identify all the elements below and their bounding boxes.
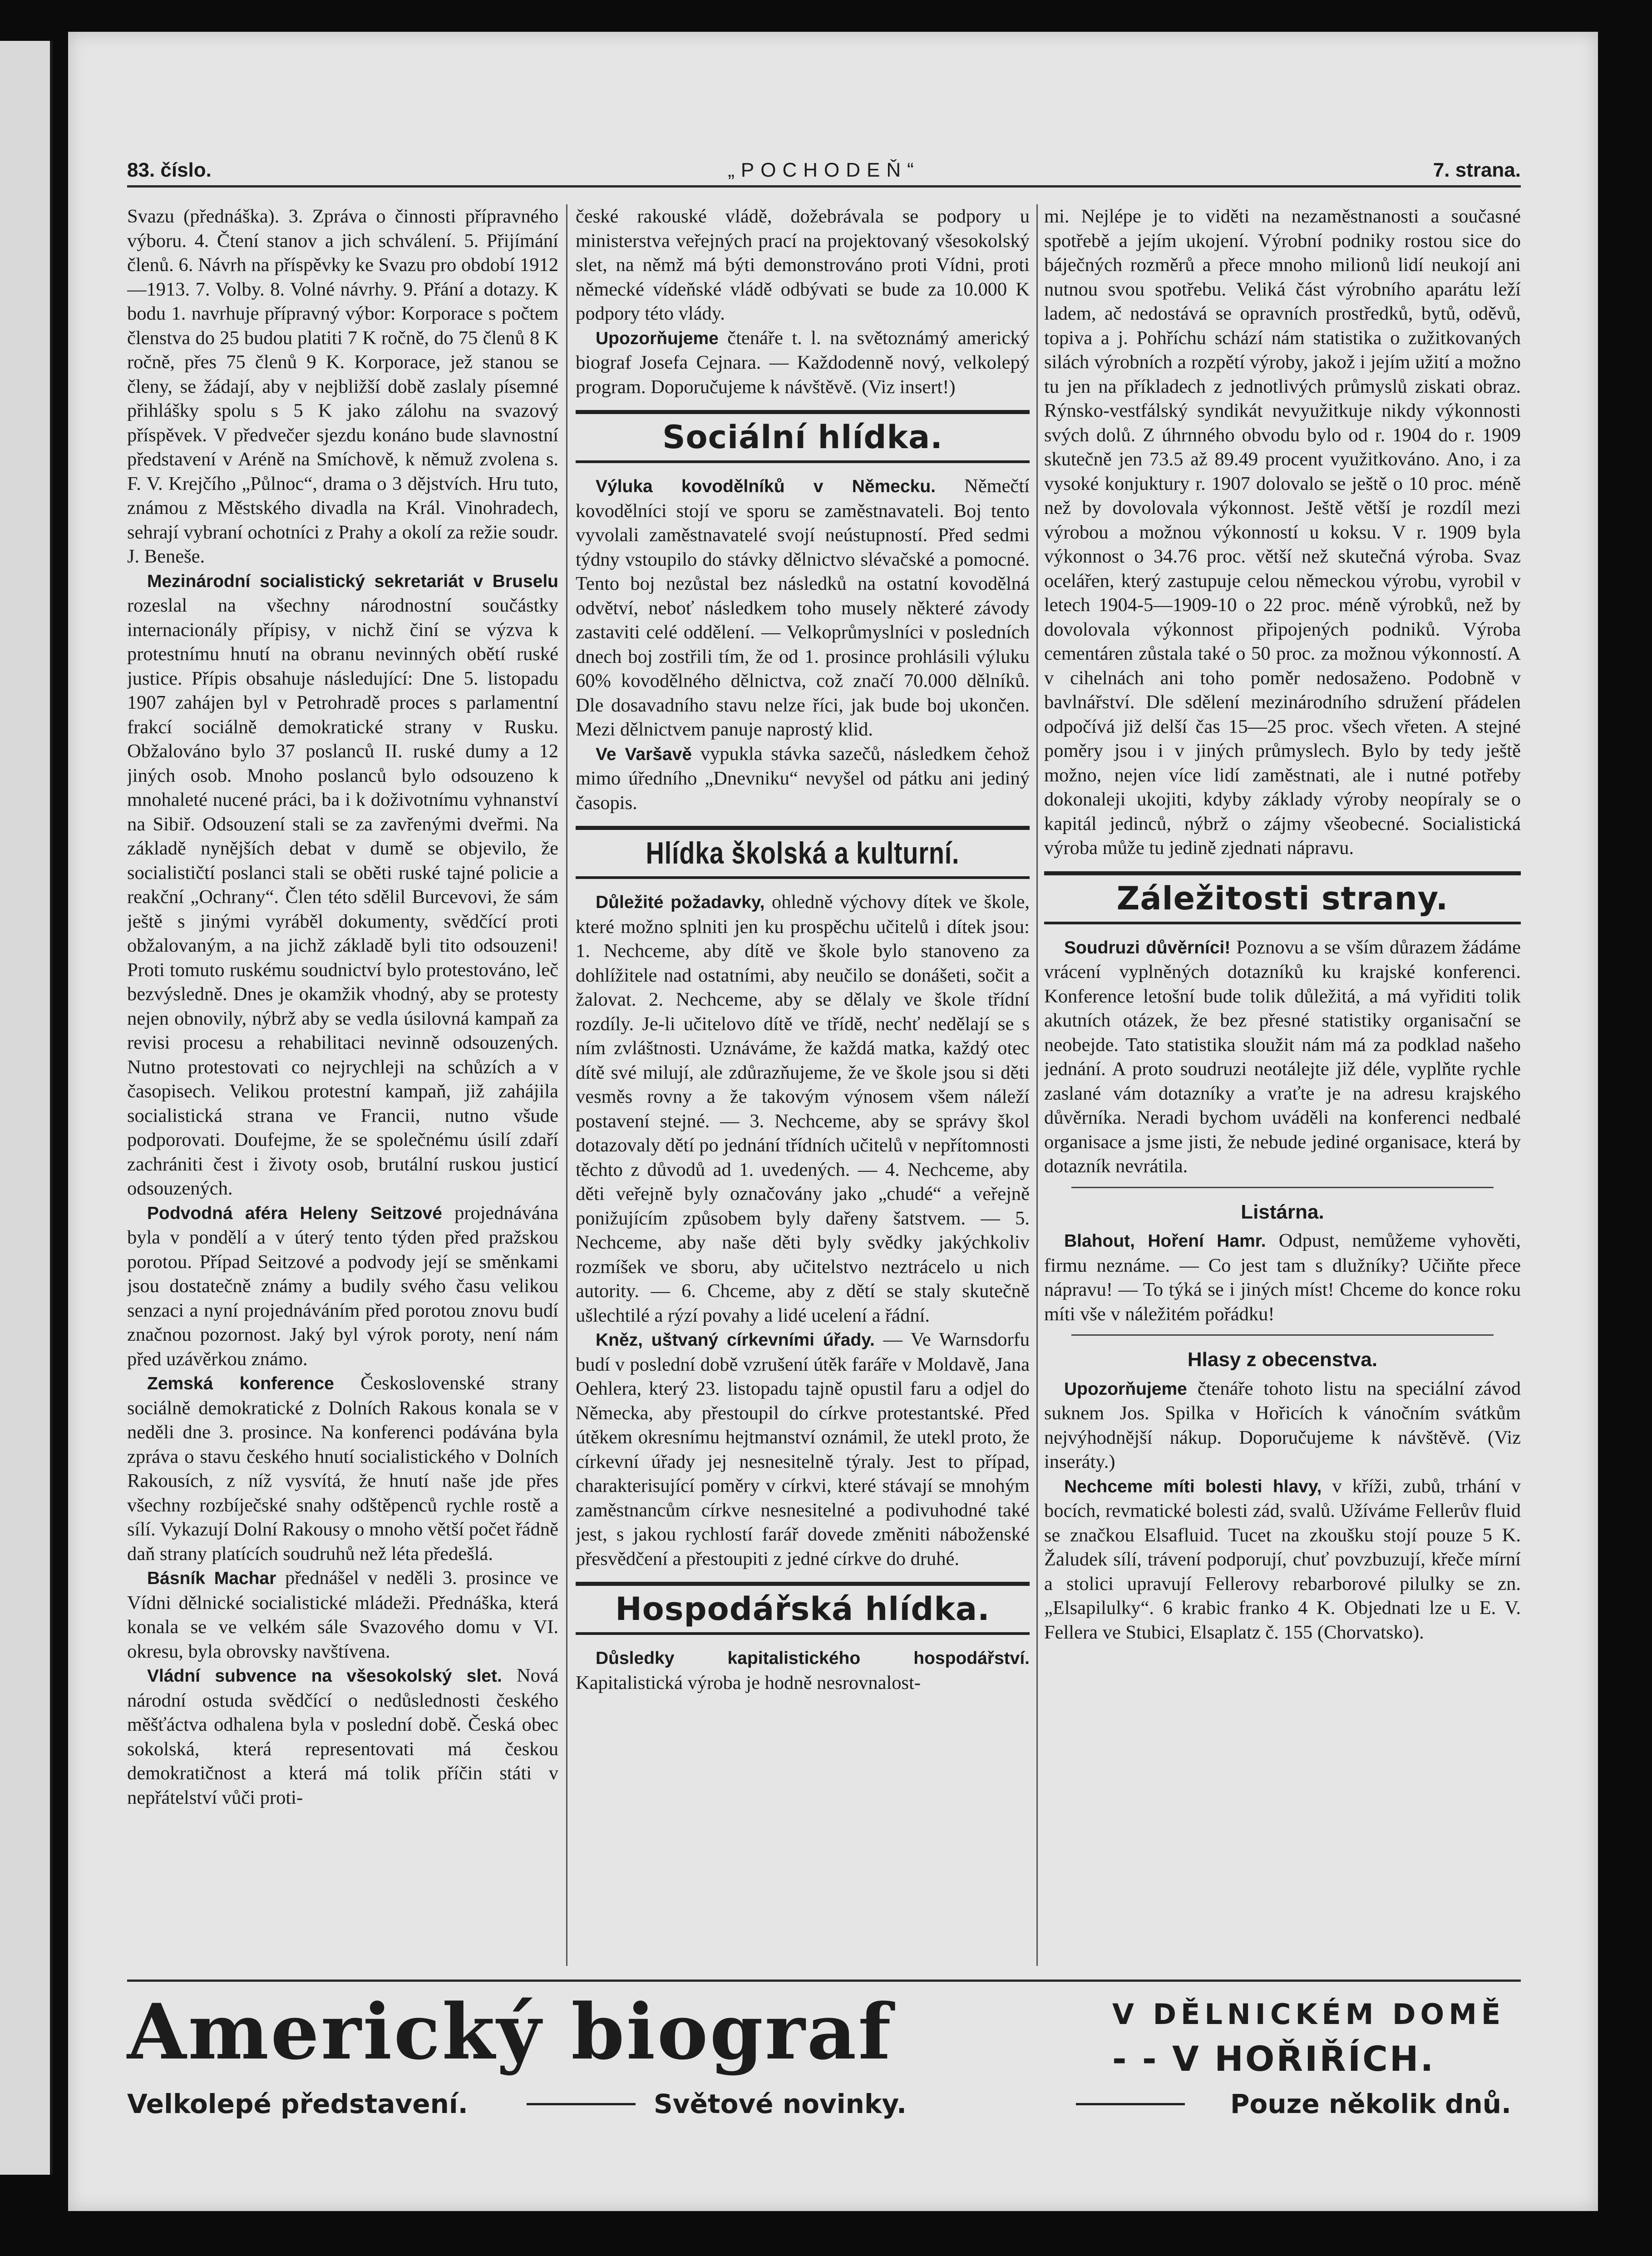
subsection-title: Listárna. [1241, 1200, 1324, 1223]
section-heading-box [576, 826, 1030, 879]
article-heading: Výluka kovodělníků v Německu. [596, 477, 936, 496]
article [1044, 935, 1521, 1179]
article-text: Svazu (přednáška). 3. Zpráva o činnosti přípravného výboru. 4. Čtení stanov a jich schválení. 5. Přijímání členů. 6. Návrh na příspěvky ke Svazu pro období 1912—1913. 7. Volby. 8. Volné návrhy. 9. Přání a dotazy. K bodu 1. navrhuje přípravný výbor: Korporace s počtem členstva do 25 budou platiti 7 K ročně, do 75 členů 8 K ročně, přes 75 členů 9 K. Korporace, jež stanou se členy, se žádají, aby v nejbližší době zaslaly písemné přihlášky spolu s 5 K jako zálohu na svazový příspěvek. V předvečer sjezdu konáno bude slavnostní představení v Aréně na Smíchově, k němuž zvolena s. F. V. Krejčího „Půlnoc“, drama o 3 dějstvích. Hru tuto, známou z Městského divadla na Král. Vinohradech, sehrají vybraní ochotníci z Prahy a okolí za režie soudr. J. Beneše. [127, 206, 558, 567]
ad-venue: V DĚLNICKÉM DOMĚ [1112, 1998, 1505, 2031]
article [576, 1328, 1030, 1571]
article [127, 569, 558, 1201]
scan-left-edge [0, 41, 53, 2175]
ad-subtitle: Světové novinky. [654, 2088, 907, 2119]
ad-note: Pouze několik dnů. [1230, 2088, 1512, 2119]
divider [1071, 1334, 1494, 1336]
article-text: ohledně výchovy dítek ve škole, které možno splniti jen ku prospěchu učitelů i dítek jsou: 1. Nechceme, aby dítě ve škole bylo stanoveno za dohlížitele nad ostatními, aby neučilo se donášeti, sočit a žalovat. 2. Nechceme, aby se dělaly ve škole třídní rozdíly. Je-li učitelovo dítě ve třídě, nechť nedělají se s ním zvláštnosti. Uznáváme, že každá matka, každý otec dítě své milují, ale zdůrazňujeme, že ve škole jsou si děti vesměs rovny a že takovým výnosem všem náleží postavení stejné. — 3. Nechceme, aby se správy škol dotazovaly dětí po jednání třídních učitelů v nepřítomnosti těchto z důvodů ad 1. uvedených. — 4. Nechceme, aby děti veřejně byly označovány jako „chudé“ a veřejně ponižujícím způsobem byly dařeny šatstvem. — 5. Nechceme, aby naše děti byly svědky jakýchkoliv rozmíšek ve sboru, aby učitelstvo neztrácelo u nich autority. — 6. Chceme, aby z dětí se staly skutečně ušlechtilé a rýzí povahy a lidé ucelení a řádní. [576, 891, 1030, 1326]
article-text: Němečtí kovodělníci stojí ve sporu se zaměstnavateli. Boj tento vyvolali zaměstnavatelé svojí neústupností. Před sedmi týdny vstoupilo do stávky dělnictvo slévačské a pomocné. Tento boj nezůstal bez následků na ostatní kovodělná odvětví, neboť následkem toho musely některé závody zastaviti celé oddělení. — Velkoprůmyslníci v posledních dnech boj zostřili tím, že od 1. prosince prohlásili výluku 60% kovodělného dělnictva, což značí 70.000 dělníků. Dle dosavadního stavu nelze říci, jak bude boj ukončen. Mezi dělnictvem panuje naprostý klid. [576, 475, 1030, 740]
article-text: Nová národní ostuda svědčící o nedůslednosti českého měšťáctva odhalena byla v poslední době. Česká obec sokolská, která representovati má českou demokratičnost a která má tolik příčin státi v nepřátelství vůči proti- [127, 1665, 558, 1808]
column-3 [1044, 204, 1521, 1970]
article-heading: Nechceme míti bolesti hlavy, [1064, 1476, 1322, 1496]
article-text: české rakouské vládě, dožebrávala se podpory u ministerstva veřejných prací na projektovaný všesokolský slet, na němž má býti demonstrováno proti Vídni, proti německé vídeňské vládě odbývati se bude za 10.000 K podpory této vlády. [576, 206, 1030, 324]
ad-subtitle: Velkolepé představení. [127, 2088, 468, 2119]
ad-dash [527, 2103, 636, 2105]
masthead: „POCHODEŇ“ [728, 159, 920, 181]
article-text: čtenáře tohoto listu na speciální závod suknem Jos. Spilka v Hořicích k vánočním svátkům nejvýhodnější nákup. Doporučujeme k návštěvě. (Viz inseráty.) [1044, 1377, 1521, 1472]
ad-dash [1076, 2103, 1185, 2105]
article-heading: Soudruzi důvěrníci! [1064, 938, 1231, 958]
ad-town: - - V HOŘIŘÍCH. [1112, 2039, 1435, 2079]
divider [1071, 1187, 1494, 1188]
article [576, 474, 1030, 742]
article-text: Odpust, nemůžeme vyhověti, firmu neznáme. — Co jest tam s dlužníky? Učiňte přece nápravu! — To týká se i jiných míst! Chceme do konce roku míti vše v náležitém pořádku! [1044, 1230, 1521, 1325]
article-heading: Zemská konference [147, 1374, 334, 1393]
newspaper-page [68, 32, 1598, 2211]
subsection-title: Hlasy z obecenstva. [1187, 1348, 1378, 1371]
article [576, 742, 1030, 815]
article-heading: Básník Machar [147, 1569, 276, 1588]
article [127, 1566, 558, 1664]
article-heading: Ve Varšavě [596, 744, 692, 764]
article-heading: Upozorňujeme [596, 328, 719, 348]
article [576, 890, 1030, 1328]
section-title: Záležitosti strany. [1116, 879, 1449, 917]
section-title: Sociální hlídka. [662, 419, 943, 456]
article [1044, 1474, 1521, 1645]
article-heading: Důležité požadavky, [596, 893, 765, 912]
article-heading: Mezinárodní socialistický sekretariát v Bruselu [147, 571, 558, 591]
article-heading: Blahout, Hoření Hamr. [1064, 1231, 1266, 1251]
page-number: 7. strana. [1433, 159, 1521, 181]
section-heading-box [576, 410, 1030, 463]
article-heading: Vládní subvence na všesokolský slet. [147, 1666, 502, 1686]
article [1044, 1377, 1521, 1474]
section-heading-box [1044, 871, 1521, 924]
article-text: — Ve Warnsdorfu budí v poslední době vzrušení útěk faráře v Moldavě, Jana Oehlera, který 23. listopadu tajně opustil faru a odjel do Německa, aby přestoupil do církve protestantské. Před útěkem okresnímu hejtmanství oznámil, že utekl proto, že církevní úřady jej nesnesitelně týraly. Jest to případ, charakterisující poměry v církvi, které stávají se mnohým zaměstnancům církve nesnesitelné a podivuhodné také jest, s jakou rychlostí farář dovede změniti náboženské přesvědčení a přestoupiti z jedné církve do druhé. [576, 1329, 1030, 1570]
article-heading: Upozorňujeme [1064, 1379, 1187, 1399]
article [576, 326, 1030, 400]
article-heading: Důsledky kapitalistického hospodářství. [596, 1649, 1030, 1668]
section-title: Hospodářská hlídka. [615, 1590, 990, 1628]
section-title: Hlídka školská a kulturní. [646, 836, 960, 870]
header-rule [127, 185, 1521, 188]
column-divider [1036, 204, 1038, 1966]
article-text: v kříži, zubů, trhání v bocích, revmatické bolesti zád, svalů. Užíváme Fellerův fluid se značkou Elsafluid. Tucet na zkoušku stojí pouze 5 K. Žaludek sílí, trávení podporují, chuť povzbuzují, křeče mírní a stolici upravují Fellerovy rebarborové pilulky se zn. „Elsapilulky“. 6 krabic franko 4 K. Objednati lze u E. V. Fellera ve Stubici, Elsaplatz č. 155 (Chorvatsko). [1044, 1475, 1521, 1643]
article-text: Poznovu a se vším důrazem žádáme vrácení vyplněných dotazníků ku krajské konferenci. Konference letošní bude tolik důležitá, a má vyřiditi tolik akutních otázek, že bez přesné statistiky organisační se neobejde. Tato statistika sloužit nám má za podklad našeho jednání. A proto soudruzi neotálejte již déle, vyplňte rychle zaslané vám dotazníky a vraťte je na adresu krajského důvěrníka. Neradi bychom uváděli na konferenci nedbalé organisace a jsme jisti, že nebude jediné organisace, která by dotazník nevrátila. [1044, 936, 1521, 1177]
article [127, 1201, 558, 1372]
article-text: Československé strany sociálně demokratické z Dolních Rakous konala se v neděli dne 3. prosince. Na konferenci podávána byla zpráva o stavu českého hnutí socialistického v Dolních Rakousích, z níž vysvítá, že hnutí naše jde přes všechny rozbíječské snahy odštěpenců rychle rostě a sílí. Vykazují Dolní Rakousy o mnoho větší počet řádně daň strany platících soudruhů než léta předešlá. [127, 1372, 558, 1565]
article [1044, 1229, 1521, 1326]
article-heading: Podvodná aféra Heleny Seitzové [147, 1203, 442, 1223]
article [127, 1371, 558, 1566]
article-heading: Kněz, uštvaný církevními úřady. [596, 1330, 875, 1350]
article [576, 1646, 1030, 1695]
ad-title: Americký biograf [127, 1987, 893, 2077]
page-header [127, 159, 1521, 186]
section-heading-box [576, 1582, 1030, 1635]
column-divider [566, 204, 567, 1966]
issue-number: 83. číslo. [127, 159, 212, 181]
article-text: Kapitalistická výroba je hodně nesrovnalost- [576, 1672, 921, 1693]
article-text: projednávána byla v pondělí a v úterý tento týden před pražskou porotou. Případ Seitzové a podvody její se směnkami jsou dostatečně známy a budily svého času velikou senzaci a nyní projednáváním před porotou znovu budí značnou pozornost. Jaký byl výrok poroty, není nám před uzávěrkou známo. [127, 1202, 558, 1370]
footer-rule [127, 1980, 1521, 1982]
column-2 [576, 204, 1030, 1970]
article-text: vypukla stávka sazečů, následkem čehož mimo úředního „Dnevniku“ nevyšel od pátku ani jediný časopis. [576, 743, 1030, 814]
article [127, 1664, 558, 1810]
article-text: čtenáře t. l. na světoznámý americký biograf Josefa Cejnara. — Každodenně nový, velkolepý program. Doporučujeme k návštěvě. (Viz insert!) [576, 327, 1030, 398]
article-text: mi. Nejlépe je to viděti na nezaměstnanosti a současné spotřebě a jejím ukojení. Výrobní podniky rostou sice do báječných rozměrů a přece mnoho milionů lidí neukojí ani nutnou svou spotřebu. Veliká část výrobního aparátu leží ladem, ač nedostává se opravních prostředků, bytů, oděvů, topiva a j. Pohříchu schází nám statistika o zužitkovaných silách výrobních a rozpětí výroby, jakož i jejím užití a možno tu jen na příkladech z jednotlivých průmyslů ziskati obraz. Rýnsko-vestfálský syndikát nevyužitkuje nikdy výkonnosti svých dolů. Z úhrnného obvodu bylo od r. 1904 do r. 1909 skutečně jen 73.5 až 89.49 procent využitkováno. Ano, i za vysoké konjuktury r. 1907 dolovalo se ještě o 10 proc. méně než by dovolovala výkonnost. Ještě větší je rozdíl mezi výrobou a možnou výkonností u koksu. V r. 1909 byla výkonnost o 34.76 proc. větší než skutečná výroba. Svaz ocelářen, který zastupuje celou německou výrobu, vyrobil v letech 1904-5—1909-10 o 22 proc. méně výrobků, než by dovolovala výkonnost připojených podniků. Výroba cementáren zůstala také o 50 proc. za možnou výkonností. A v cihelnách ani toho poměr nedosaženo. Podobně v bavlnářství. Dle sdělení mezinárodního sdružení přádelen odpočívá již delší čas 15—25 proc. všech vřeten. A stejné poměry jsou i v jiných průmyslech. Bylo by tedy ještě možno, nejen více lidí zaměstnati, ale i nutné potřeby dokonaleji ukojiti, kdyby základy výroby neopíraly se o kapitál jedinců, nýbrž o zájmy všeobecné. Socialistická výroba může tu jedině zjednati nápravu. [1044, 206, 1521, 859]
article-text: přednášel v neděli 3. prosince ve Vídni dělnické socialistické mládeži. Přednáška, která konala se ve velkém sále Svazového domu v VI. okresu, byla obrovsky navštívena. [127, 1567, 558, 1662]
column-1 [127, 204, 558, 1970]
article-text: rozeslal na všechny národnostní součástky internacionály přípisy, v nichž činí se výzva k protestnímu hnutí na obranu nevinných obětí ruské justice. Přípis obsahuje následující: Dne 5. listopadu 1907 zahájen byl v Petrohradě proces s parlamentní frakcí sociálně demokratické strany v Rusku. Obžalováno bylo 37 poslanců II. ruské dumy a 12 jiných osob. Mnoho poslanců bylo odsouzeno k mnohaleté nucené práci, ba i k doživotnímu vyhnanství na Sibiř. Odsouzení stali se za zavřenými dveřmi. Na základě nynějších debat v dumě se objevilo, že socialističtí poslanci stali se oběti ruské tajné policie a reakční „Ochrany“. Člen této sdělil Burcevovi, že sám ještě s jinými vyráběl dokumenty, svědčící proti obžalovaným, a na jichž základě byli tito odsouzeni! Proti tomuto ruskému soudnictví bylo protestováno, leč bezvýsledně. Dnes je okamžik vhodný, aby se protesty nejen obnovily, nýbrž aby se vedla úsilovná kampaň za revisi procesu a rehabilitaci nevinně odsouzených. Nutno protestovati co nejrychleji na schůzích a v časopisech. Velikou protestní kampaň, již zahájila socialistická strana ve Francii, nutno všude podporovati. Doufejme, že se společnému úsilí zdaří zachrániti čest i životy osob, brutální ruskou justicí odsouzených. [127, 595, 558, 1199]
